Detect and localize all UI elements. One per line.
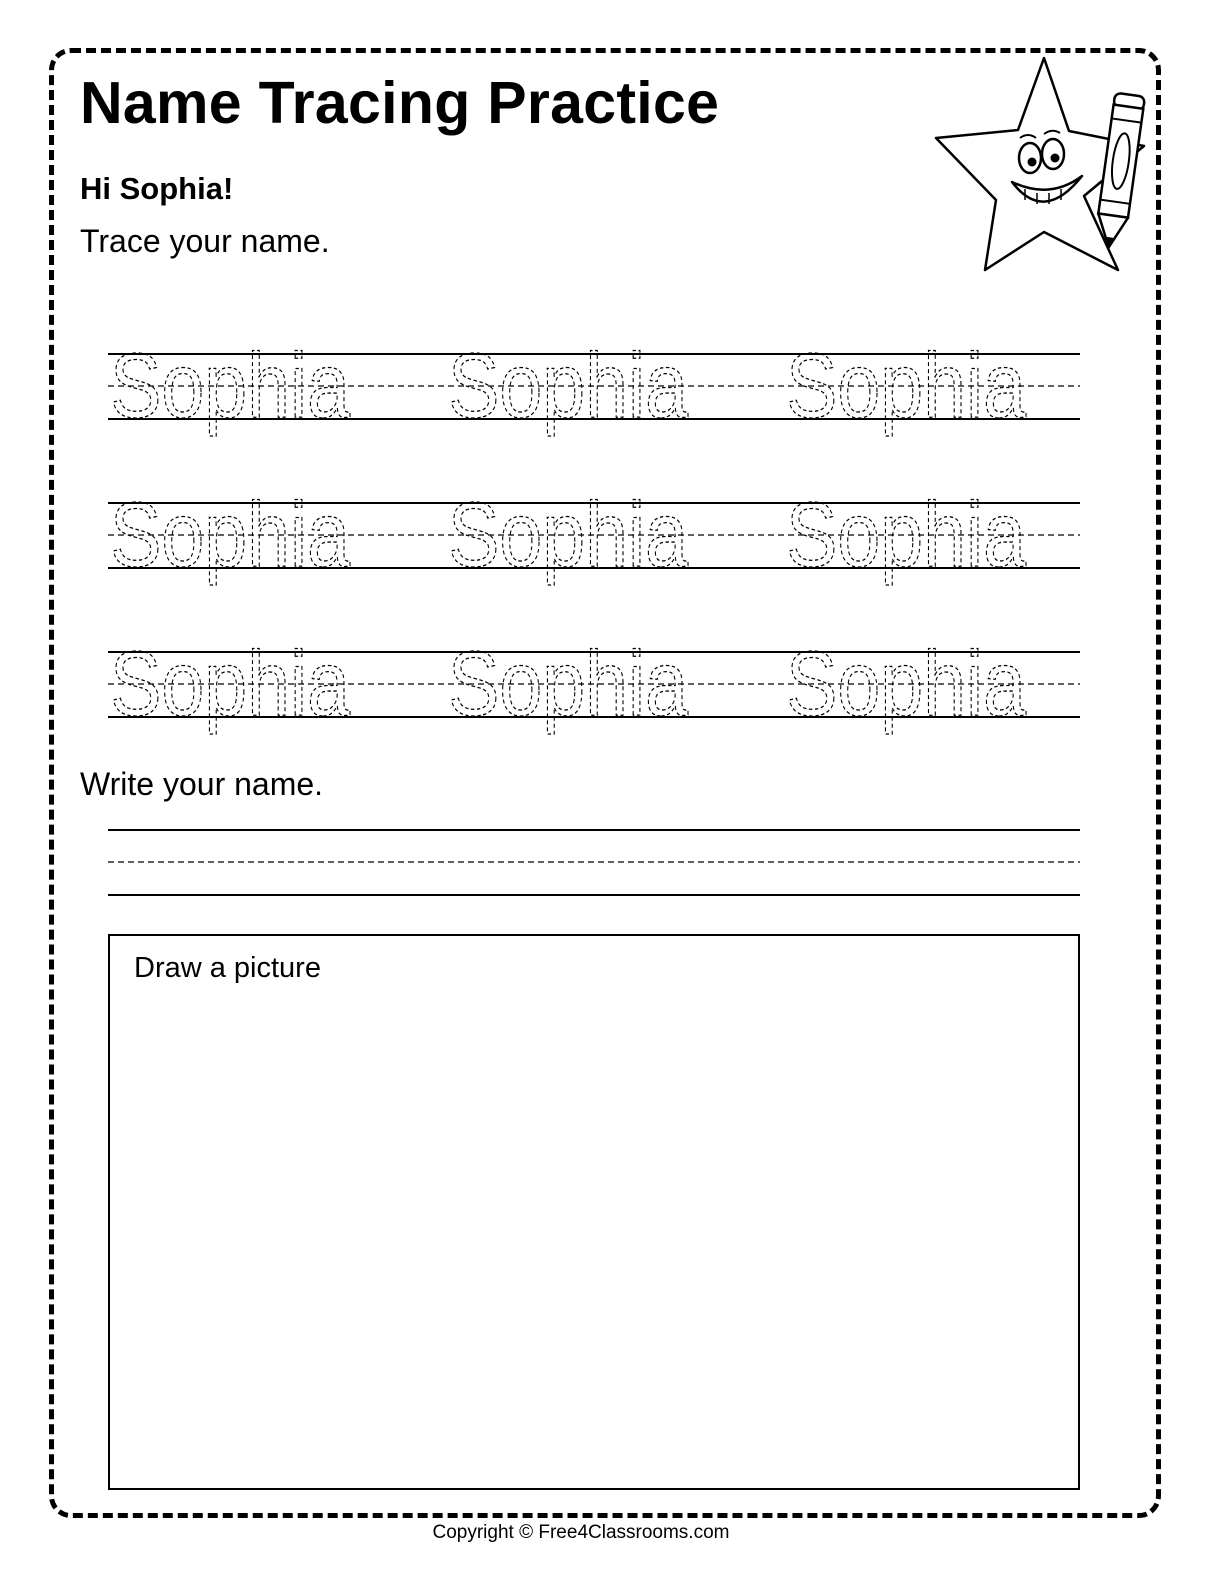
trace-row[interactable] xyxy=(108,495,1080,591)
traceable-name: Sophia xyxy=(786,644,1027,735)
trace-row[interactable] xyxy=(108,346,1080,442)
traceable-name: Sophia xyxy=(110,346,351,437)
traceable-name: Sophia xyxy=(448,644,689,735)
traceable-name: Sophia xyxy=(110,495,351,586)
trace-instruction: Trace your name. xyxy=(80,223,330,259)
trace-row[interactable] xyxy=(108,644,1080,740)
write-instruction: Write your name. xyxy=(80,766,324,802)
traceable-name: Sophia xyxy=(448,346,689,437)
drawing-box[interactable] xyxy=(108,934,1080,1490)
copyright-text: Copyright © Free4Classrooms.com xyxy=(432,1522,730,1543)
traceable-name: Sophia xyxy=(786,495,1027,586)
star-with-crayon-icon xyxy=(932,54,1154,276)
worksheet-title: Name Tracing Practice xyxy=(80,70,720,136)
traceable-name: Sophia xyxy=(110,644,351,735)
write-row[interactable] xyxy=(108,822,1080,918)
traceable-name: Sophia xyxy=(786,346,1027,437)
drawing-label: Draw a picture xyxy=(134,952,321,984)
greeting-text: Hi Sophia! xyxy=(80,171,234,206)
traceable-name: Sophia xyxy=(448,495,689,586)
